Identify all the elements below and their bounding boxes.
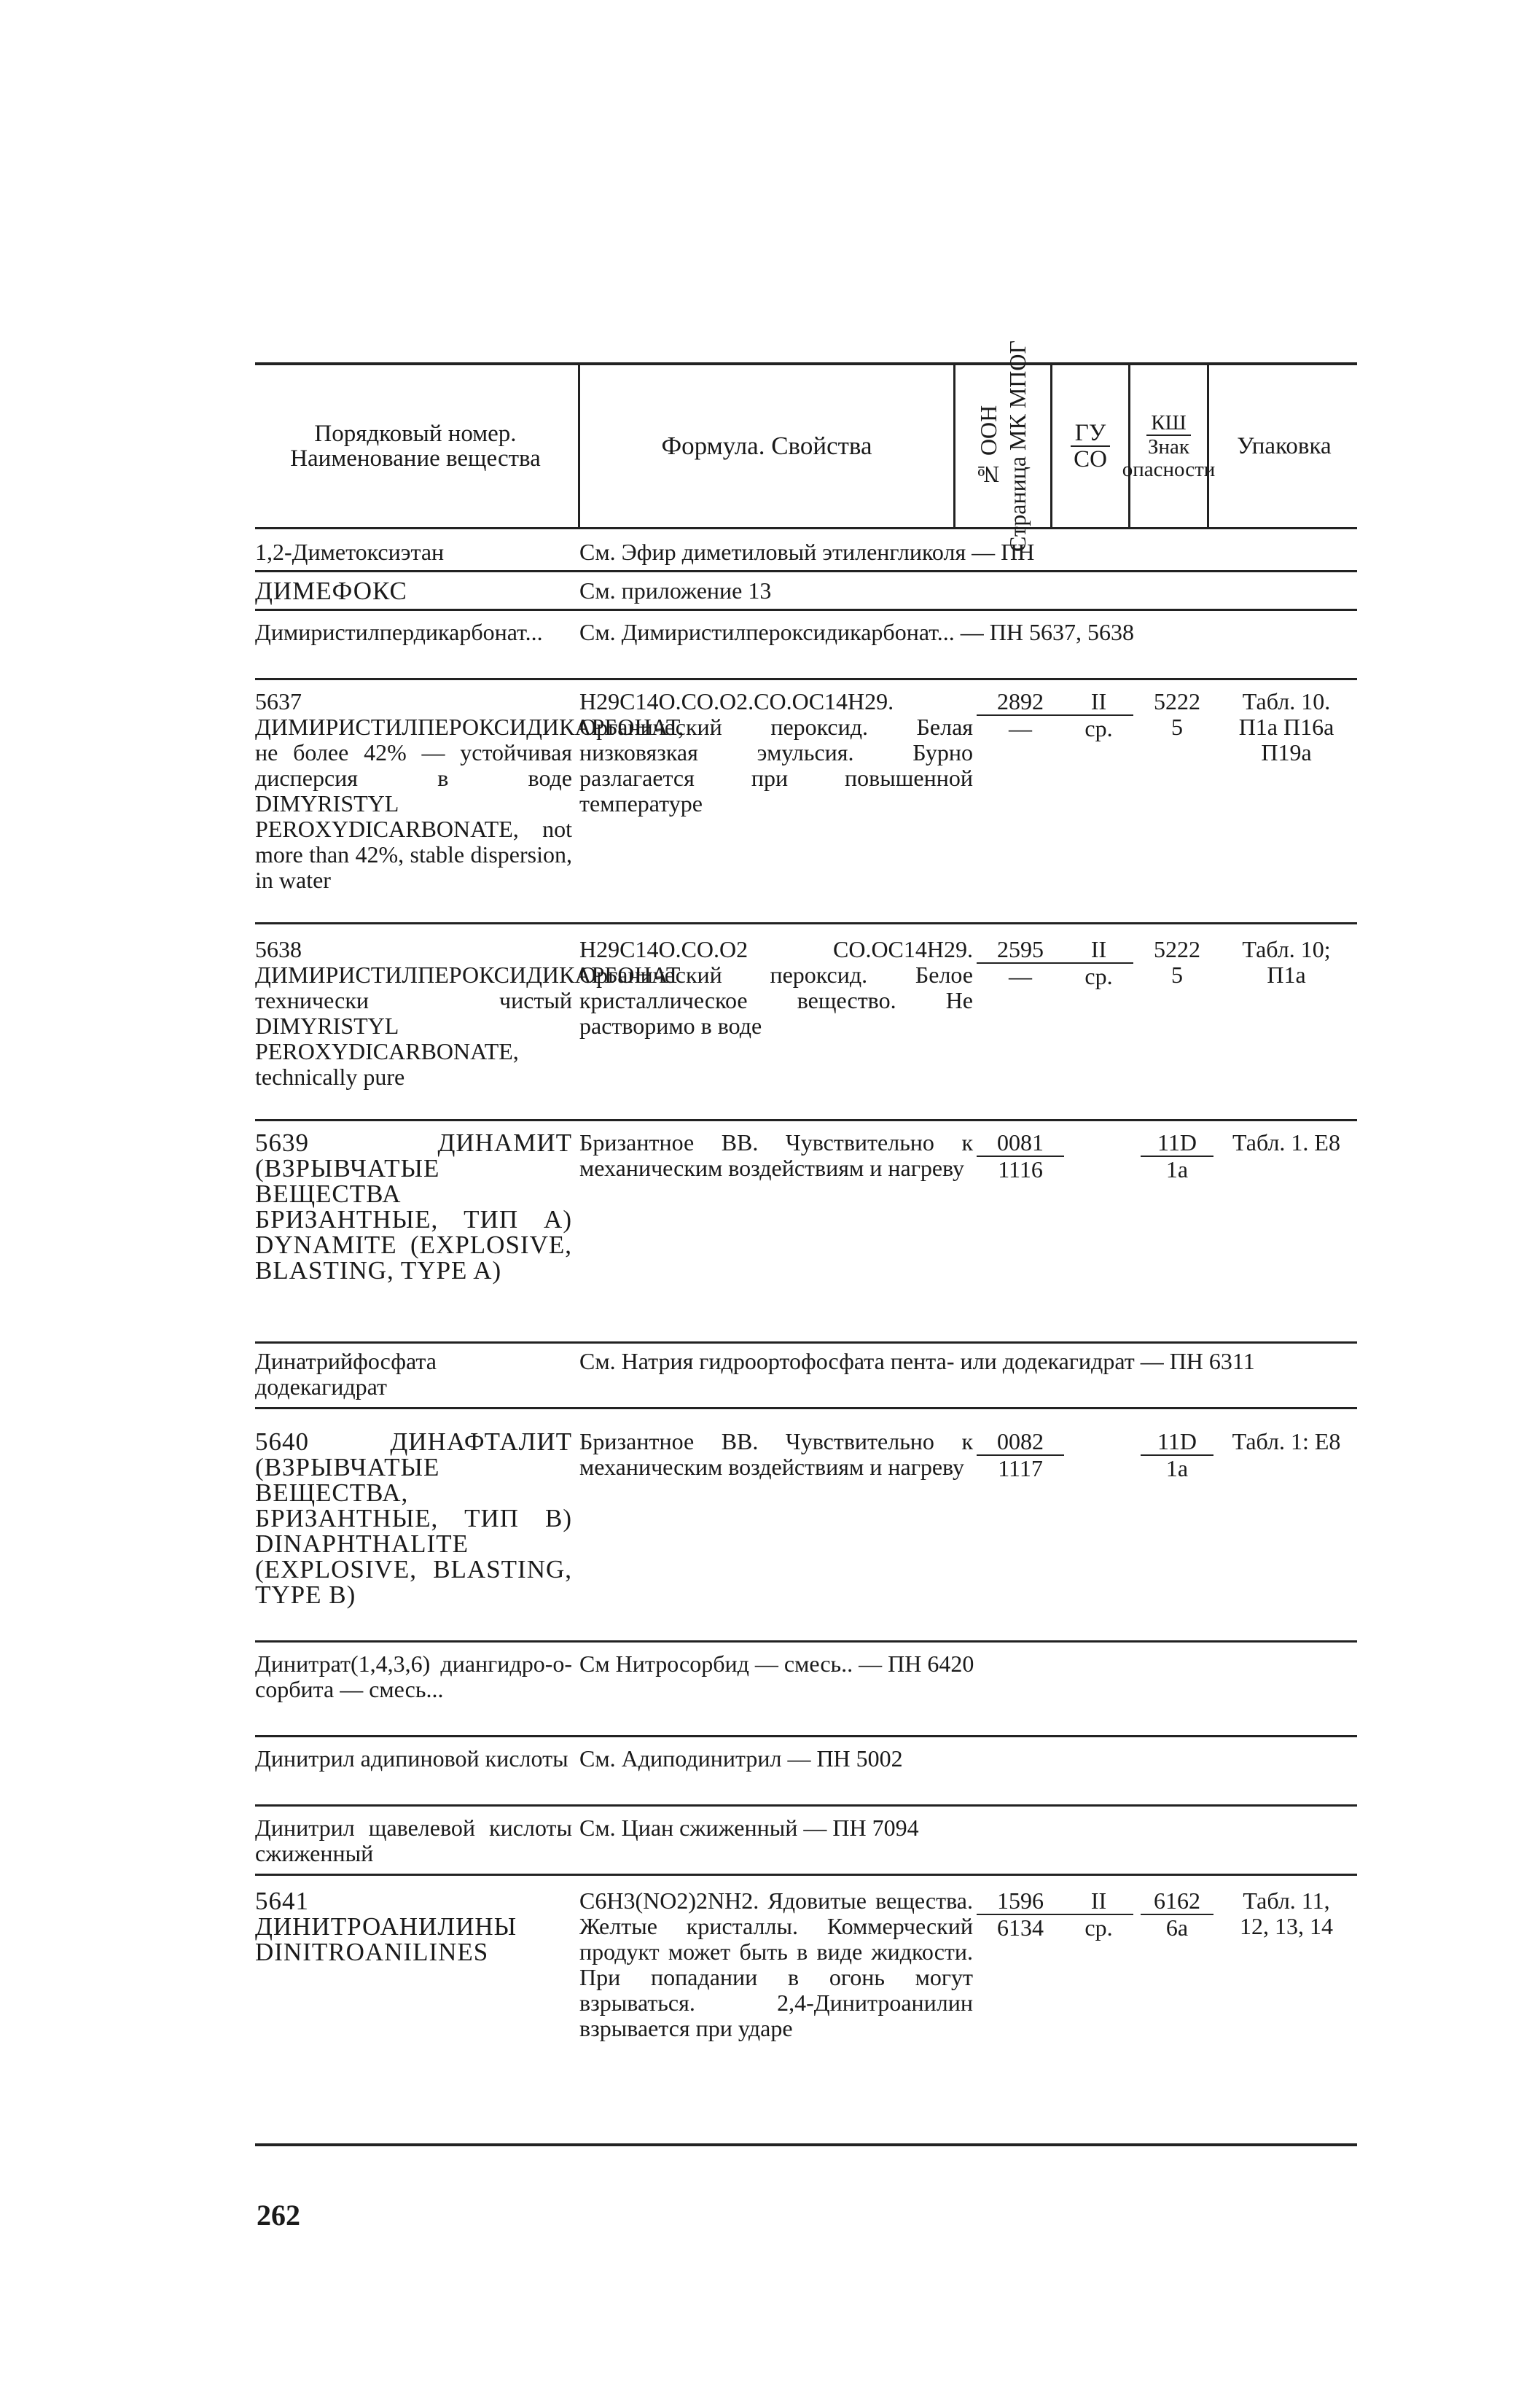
gu-top: II xyxy=(1064,937,1133,964)
un-number xyxy=(977,1130,1064,1182)
packaging: Табл. 10. П1а П16а П19а xyxy=(1238,688,1334,765)
hazard-group xyxy=(1064,1888,1133,1941)
un-number-top: 0082 xyxy=(977,1429,1064,1456)
substance-description: См. приложение 13 xyxy=(579,577,772,604)
header-mk-page: Страница МК МПОГ xyxy=(1004,340,1031,553)
un-number xyxy=(977,1429,1064,1481)
substance-description: См. Адиподинитрил — ПН 5002 xyxy=(579,1745,903,1772)
table-row xyxy=(255,620,1357,680)
table-row xyxy=(255,937,1357,1121)
table-row xyxy=(255,1651,1357,1737)
un-number-bottom: — xyxy=(1009,715,1032,741)
un-number xyxy=(977,937,1064,989)
substance-description: См. Циан сжиженный — ПН 7094 xyxy=(579,1815,919,1841)
ksh-bottom: 5 xyxy=(1171,714,1183,740)
substance-name: Динитрил адипиновой кислоты xyxy=(255,1745,568,1772)
packaging: Табл. 11, 12, 13, 14 xyxy=(1240,1887,1333,1939)
header-un-page xyxy=(953,340,1050,553)
gu-top: II xyxy=(1064,689,1133,716)
hazard-group xyxy=(1064,689,1133,741)
table-row xyxy=(255,1349,1357,1409)
header-packaging: Упаковка xyxy=(1207,365,1359,527)
substance-name: 5641 ДИНИТРОАНИЛИНЫ DINITROANILINES xyxy=(255,1887,517,1966)
un-number-top: 1596 xyxy=(977,1888,1064,1915)
header-ksh xyxy=(1122,365,1216,527)
table-row xyxy=(255,1746,1357,1807)
substance-name: Динитрил щавелевой кислоты сжиженный xyxy=(255,1815,572,1866)
un-number-top: 2892 xyxy=(977,689,1064,716)
substance-description: См Нитросорбид — смесь.. — ПН 6420 xyxy=(579,1651,974,1677)
substance-description: Бризантное ВВ. Чувствительно к механическим воздействиям и нагреву xyxy=(579,1129,973,1181)
substance-description: См. Натрия гидроортофосфата пента- или додекагидрат — ПН 6311 xyxy=(579,1348,1255,1374)
table-row xyxy=(255,539,1357,572)
un-number xyxy=(977,689,1064,741)
ksh-bottom: 6a xyxy=(1165,1914,1189,1941)
packaging: Табл. 1: Е8 xyxy=(1232,1428,1341,1454)
packaging: Табл. 10; П1а xyxy=(1242,936,1331,988)
substance-name: 5640 ДИНАФТАЛИТ (ВЗРЫВЧАТЫЕ ВЕЩЕСТВА, БРИЗАНТНЫЕ, ТИП В) DINAPHTHALITE (EXPLOSIVE, BLASTING, TYPE B) xyxy=(255,1427,572,1609)
ksh-top: 11D xyxy=(1141,1130,1213,1157)
ksh-top: 6162 xyxy=(1141,1888,1213,1915)
header-gu-bottom: СО xyxy=(1074,446,1107,472)
ksh-top: 5222 xyxy=(1154,688,1200,714)
un-number-top: 0081 xyxy=(977,1130,1064,1157)
substance-name: 5637 ДИМИРИСТИЛПЕРОКСИДИКАРБОНАТ, не более 42% — устойчивая дисперсия в воде DIMYRISTYL PEROXYDICARBONATE, not more than 42%, stable dispersion, in water xyxy=(255,688,684,893)
table-row xyxy=(255,1815,1357,1876)
un-number-bottom: 1117 xyxy=(998,1455,1043,1481)
header-ksh-top: КШ xyxy=(1146,412,1191,436)
ksh-top: 11D xyxy=(1141,1429,1213,1456)
ksh-top: 5222 xyxy=(1154,936,1200,962)
substance-name: 5639 ДИНАМИТ (ВЗРЫВЧАТЫЕ ВЕЩЕСТВА БРИЗАНТНЫЕ, ТИП А) DYNAMITE (EXPLOSIVE, BLASTING, TYPE A) xyxy=(255,1129,572,1285)
un-number-bottom: 6134 xyxy=(997,1914,1044,1941)
ksh-bottom: 1a xyxy=(1165,1455,1189,1481)
substance-description: H29C14O.CO.O2.CO.OC14H29. Органический пероксид. Белая низковязкая эмульсия. Бурно разлагается при повышенной температуре xyxy=(579,688,973,817)
substance-description: См. Димиристилпероксидикарбонат... — ПН 5637, 5638 xyxy=(579,619,1134,645)
page-number: 262 xyxy=(257,2199,300,2232)
substance-name: 1,2-Диметоксиэтан xyxy=(255,539,445,565)
substance-description: Бризантное ВВ. Чувствительно к механическим воздействиям и нагреву xyxy=(579,1428,973,1480)
substance-name: Динатрийфосфата додекагидрат xyxy=(255,1348,437,1400)
header-gu xyxy=(1050,365,1128,527)
packaging: Табл. 1. Е8 xyxy=(1232,1129,1340,1156)
table-bottom-rule xyxy=(255,2143,1357,2146)
substance-description: H29C14O.CO.O2 CO.OC14H29. Органический пероксид. Белое кристаллическое вещество. Не растворимо в воде xyxy=(579,936,973,1039)
table-row xyxy=(255,689,1357,924)
table-row xyxy=(255,1130,1357,1344)
un-number-bottom: 1116 xyxy=(998,1156,1043,1182)
table-row xyxy=(255,1429,1357,1643)
ksh-bottom: 5 xyxy=(1171,962,1183,988)
substance-name: Динитрат(1,4,3,6) диангидро-о-сорбита — смесь... xyxy=(255,1651,572,1702)
header-gu-top: ГУ xyxy=(1071,421,1110,447)
ksh-code xyxy=(1141,937,1213,988)
substance-description: C6H3(NO2)2NH2. Ядовитые вещества. Желтые кристаллы. Коммерческий продукт может быть в виде жидкости. При попадании в огонь могут взрываться. 2,4-Динитроанилин взрывается при ударе xyxy=(579,1887,973,2041)
table-row xyxy=(255,578,1357,611)
hazard-group xyxy=(1064,937,1133,989)
substance-name: Димиристилпердикарбонат... xyxy=(255,619,543,645)
un-number-bottom: — xyxy=(1009,963,1032,989)
ksh-code xyxy=(1141,1429,1213,1481)
substance-name: ДИМЕФОКС xyxy=(255,577,407,605)
substance-name: 5638 ДИМИРИСТИЛПЕРОКСИДИКАРБОНАТ технически чистый DIMYRISTYL PEROXYDICARBONATE, technically pure xyxy=(255,936,681,1090)
ksh-code xyxy=(1141,1888,1213,1941)
ksh-bottom: 1a xyxy=(1165,1156,1189,1182)
substance-description: См. Эфир диметиловый этиленгликоля — ПН xyxy=(579,539,1035,565)
gu-bottom: ср. xyxy=(1084,1914,1113,1941)
gu-bottom: ср. xyxy=(1084,715,1113,741)
ksh-code xyxy=(1141,689,1213,740)
gu-bottom: ср. xyxy=(1084,963,1113,989)
table-row xyxy=(255,1888,1357,2107)
un-number xyxy=(977,1888,1064,1941)
header-formula: Формула. Свойства xyxy=(578,365,953,527)
header-ksh-bottom: Знак опасности xyxy=(1122,435,1216,481)
un-number-top: 2595 xyxy=(977,937,1064,964)
gu-top: II xyxy=(1064,1888,1133,1915)
ksh-code xyxy=(1141,1130,1213,1182)
header-un-number: № ООН xyxy=(975,405,1001,488)
header-name: Порядковый номер. Наименование вещества xyxy=(290,421,541,472)
